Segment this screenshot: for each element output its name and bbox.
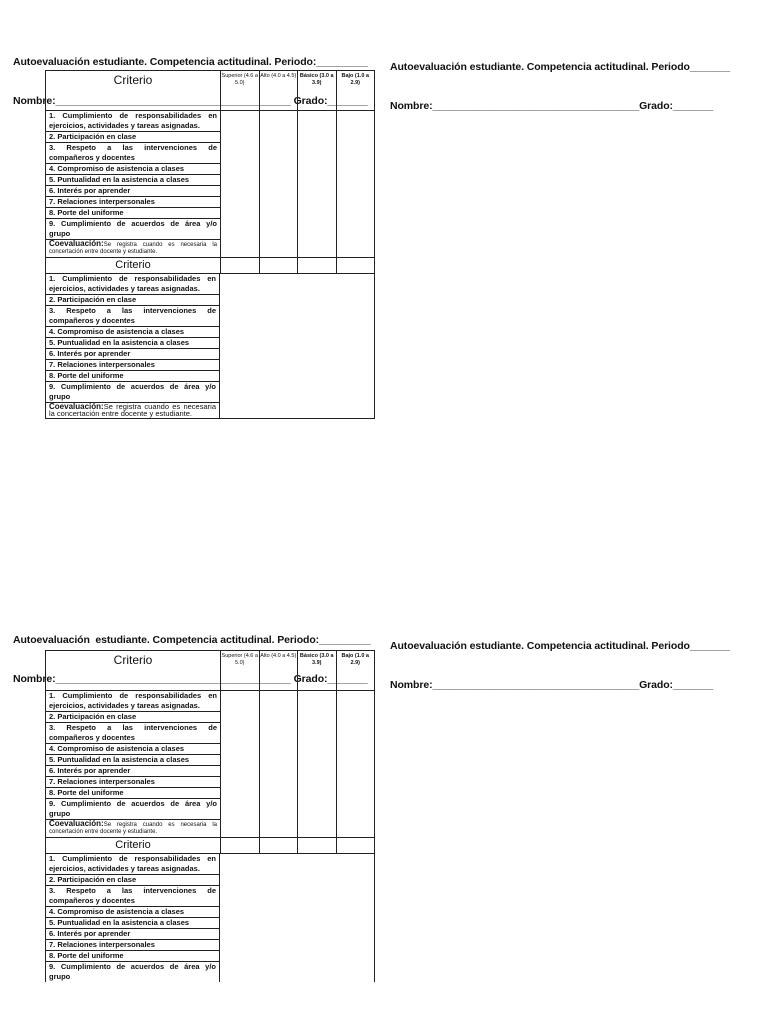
coevaluation-label: Coevaluación: xyxy=(49,239,104,248)
coevaluation-text: Se registra cuando es necesaria la concertación entre docente y estudiante. xyxy=(49,402,216,418)
criterion-row: 9. Cumplimiento de acuerdos de área y/o grupo xyxy=(46,382,219,403)
form-header-bottom-right xyxy=(390,614,730,705)
header-title-line: Autoevaluación estudiante. Competencia actitudinal. Periodo:_________ xyxy=(13,634,371,646)
coevaluation-row xyxy=(46,240,220,257)
header-name-line: Nombre:_________________________________________ Grado:_______ xyxy=(13,95,368,107)
grade-header-alto: Alto (4.0 a 4.5) xyxy=(260,71,298,111)
coevaluation-row xyxy=(46,403,219,418)
criterion-row: 9. Cumplimiento de acuerdos de área y/o grupo xyxy=(49,962,216,981)
criterio-subtitle: Criterio xyxy=(115,259,151,271)
grade-cell-alto[interactable] xyxy=(260,111,298,257)
header-title-line: Autoevaluación estudiante. Competencia actitudinal. Periodo_______ xyxy=(390,61,730,73)
criterion-row: 6. Interés por aprender xyxy=(46,929,219,940)
header-name-line: Nombre:____________________________________Grado:_______ xyxy=(390,100,714,112)
coevaluation-text: Se registra cuando es necesaria la concertación entre docente y estudiante. xyxy=(49,822,217,835)
criterio-title: Criterio xyxy=(46,71,220,111)
grade-header-superior: Superior (4.6 a 5.0) xyxy=(221,71,259,111)
criterion-row: 2. Participación en clase xyxy=(46,712,220,723)
grade-cell[interactable] xyxy=(336,838,375,853)
criterion-row: 6. Interés por aprender xyxy=(46,766,220,777)
grade-cell[interactable] xyxy=(297,258,336,273)
criterion-row: 3. Respeto a las intervenciones de compañeros y docentes xyxy=(46,306,219,327)
criterion-row: 5. Puntualidad en la asistencia a clases xyxy=(46,918,219,929)
criterion-row: 8. Porte del uniforme xyxy=(46,371,219,382)
grade-cell-basico[interactable] xyxy=(298,691,336,837)
criterion-row: 8. Porte del uniforme xyxy=(46,788,220,799)
grade-cell[interactable] xyxy=(259,838,298,853)
criterion-row: 7. Relaciones interpersonales xyxy=(46,777,220,788)
header-title-line: Autoevaluación estudiante. Competencia actitudinal. Periodo:_________ xyxy=(13,56,368,68)
criterion-row: 7. Relaciones interpersonales xyxy=(46,197,220,208)
grade-header-superior: Superior (4.6 a 5.0) xyxy=(221,651,259,691)
coevaluation-text: Se registra cuando es necesaria la concertación entre docente y estudiante. xyxy=(49,242,217,255)
criterion-row: 1. Cumplimiento de responsabilidades en ejercicios, actividades y tareas asignadas. xyxy=(46,854,219,875)
criterion-row: 1. Cumplimiento de responsabilidades en ejercicios, actividades y tareas asignadas. xyxy=(46,274,219,295)
grade-header-bajo: Bajo (1.0 a 2.9) xyxy=(337,71,375,111)
criterion-row: 3. Respeto a las intervenciones de compañeros y docentes xyxy=(46,886,219,907)
criterion-row: 5. Puntualidad en la asistencia a clases xyxy=(46,755,220,766)
grade-cell[interactable] xyxy=(259,258,298,273)
criterion-row: 8. Porte del uniforme xyxy=(46,951,219,962)
grade-cell[interactable] xyxy=(336,258,375,273)
criterion-row: 2. Participación en clase xyxy=(46,875,219,886)
coevaluation-label: Coevaluación: xyxy=(49,819,104,828)
header-name-line: Nombre:_________________________________________ Grado:_______ xyxy=(13,673,368,685)
criterion-row: 2. Participación en clase xyxy=(46,132,220,143)
grade-cell-bajo[interactable] xyxy=(337,111,375,257)
grade-cell-basico[interactable] xyxy=(298,111,336,257)
grade-cell-alto[interactable] xyxy=(260,691,298,837)
evaluation-table xyxy=(45,650,375,982)
grade-header-bajo: Bajo (1.0 a 2.9) xyxy=(337,651,375,691)
criterion-row: 6. Interés por aprender xyxy=(46,186,220,197)
criterion-row: 3. Respeto a las intervenciones de compañeros y docentes xyxy=(46,143,220,164)
criterion-row: 1. Cumplimiento de responsabilidades en ejercicios, actividades y tareas asignadas. xyxy=(46,691,220,712)
grade-cell-bajo[interactable] xyxy=(337,691,375,837)
criterion-row: 9. Cumplimiento de acuerdos de área y/o grupo xyxy=(46,219,220,240)
criterion-row: 4. Compromiso de asistencia a clases xyxy=(46,907,219,918)
criterion-row: 6. Interés por aprender xyxy=(46,349,219,360)
coevaluation-row xyxy=(46,820,220,837)
grade-cell[interactable] xyxy=(220,838,259,853)
criterion-row: 3. Respeto a las intervenciones de compañeros y docentes xyxy=(46,723,220,744)
grade-header-basico: Básico (3.0 a 3.9) xyxy=(298,651,336,691)
criterio-title: Criterio xyxy=(46,651,220,691)
criterion-row: 5. Puntualidad en la asistencia a clases xyxy=(46,175,220,186)
criterion-row: 4. Compromiso de asistencia a clases xyxy=(46,327,219,338)
criterion-row: 1. Cumplimiento de responsabilidades en ejercicios, actividades y tareas asignadas. xyxy=(46,111,220,132)
grade-header-alto: Alto (4.0 a 4.5) xyxy=(260,651,298,691)
header-name-line: Nombre:____________________________________Grado:_______ xyxy=(390,679,714,691)
criterion-row: 4. Compromiso de asistencia a clases xyxy=(46,164,220,175)
criterion-row: 7. Relaciones interpersonales xyxy=(46,940,219,951)
grade-cell-superior[interactable] xyxy=(221,691,259,837)
criterion-row: 8. Porte del uniforme xyxy=(46,208,220,219)
form-header-top-right xyxy=(390,35,730,126)
coevaluation-label: Coevaluación: xyxy=(49,402,104,411)
criterion-row: 2. Participación en clase xyxy=(46,295,219,306)
grade-header-basico: Básico (3.0 a 3.9) xyxy=(298,71,336,111)
criterion-row: 9. Cumplimiento de acuerdos de área y/o grupo xyxy=(46,799,220,820)
grade-cell-superior[interactable] xyxy=(221,111,259,257)
criterio-subtitle: Criterio xyxy=(115,839,151,851)
evaluation-table xyxy=(45,70,375,419)
criterion-row: 7. Relaciones interpersonales xyxy=(46,360,219,371)
header-title-line: Autoevaluación estudiante. Competencia actitudinal. Periodo_______ xyxy=(390,640,730,652)
grade-cell[interactable] xyxy=(297,838,336,853)
criterion-row: 5. Puntualidad en la asistencia a clases xyxy=(46,338,219,349)
grade-cell[interactable] xyxy=(220,258,259,273)
criterion-row: 4. Compromiso de asistencia a clases xyxy=(46,744,220,755)
